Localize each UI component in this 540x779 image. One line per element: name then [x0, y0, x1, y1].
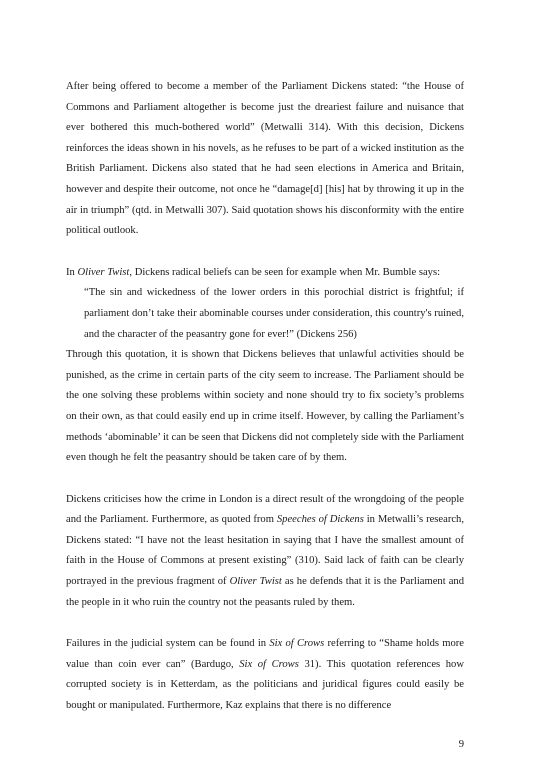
italic-title: Six of Crows: [239, 658, 299, 670]
page-number: 9: [458, 739, 464, 750]
text-run: Dickens criticises how the crime in London is a direct result of the wrongdoing of the people and the Parliament. Furthermore, as quoted from: [66, 493, 464, 526]
paragraph-quotation-analysis: [66, 345, 464, 469]
text-run: After being offered to become a member of the Parliament Dickens stated: “the House of Commons and Parliament altogether is become just the dreariest failure and nuisance that ever bothered this much-bothered world” (Metwalli 314). With this decision, Dickens reinforces the ideas shown in his novels, as he refuses to be part of a wicked institution as the British Parliament. Dickens also stated that he had seen elections in America and Britain, however and despite their outcome, not once he “damage[d] [his] hat by throwing it up in the air in triumph” (qtd. in Metwalli 307). Said quotation shows his disconformity with the entire political outlook.: [66, 81, 464, 237]
paragraph-six-of-crows: [66, 634, 464, 716]
paragraph-gap: [66, 242, 464, 263]
text-run: Failures in the judicial system can be found in: [66, 638, 270, 650]
text-run: Through this quotation, it is shown that Dickens believes that unlawful activities should be punished, as the crime in certain parts of the city seem to increase. The Parliament should be the one solving these problems within society and none should try to fix society’s problems on their own, as that could easily end up in crime itself. However, by calling the Parliament’s methods ‘abominable’ it can be seen that Dickens did not completely side with the Parliament even though he felt the peasantry should be taken care of by them.: [66, 349, 464, 464]
paragraph-parliament-offer: [66, 77, 464, 242]
text-run: “The sin and wickedness of the lower orders in this porochial district is frightful; if parliament don’t take their abominable courses under consideration, this country's ruined, and the character of the peasantry gone for ever!” (Dickens 256): [84, 287, 464, 340]
paragraph-gap: [66, 469, 464, 490]
text-run: in Metwalli’s research, Dickens stated: “I have not the least hesitation in saying that I have the smallest amount of faith in the House of Commons at present existing” (310). Said lack of faith can be clearly portrayed in the previous fragment of: [66, 514, 465, 588]
text-run: , Dickens radical beliefs can be seen for example when Mr. Bumble says:: [129, 266, 441, 278]
text-run: as he defends that it is the Parliament and the people in it who ruin the country not the peasants ruled by them.: [66, 576, 464, 608]
text-run: referring to “Shame holds more value than coin ever can” (Bardugo,: [66, 638, 465, 670]
text-run: In: [66, 266, 78, 278]
paragraph-gap: [66, 613, 464, 634]
italic-title: Speeches of Dickens: [276, 514, 364, 526]
italic-title: Oliver Twist: [229, 576, 282, 588]
text-run: 31). This quotation references how corrupted society is in Ketterdam, as the politicians and juridical figures could easily be bought or manipulated. Furthermore, Kaz explains that there is no difference: [66, 658, 464, 712]
paragraph-oliver-twist-intro: [66, 263, 464, 284]
italic-title: Oliver Twist: [77, 266, 130, 278]
paragraph-crime-in-london: [66, 490, 464, 614]
block-quote-mr-bumble: [84, 283, 464, 345]
body-text: [66, 77, 464, 717]
italic-title: Six of Crows: [269, 638, 325, 650]
